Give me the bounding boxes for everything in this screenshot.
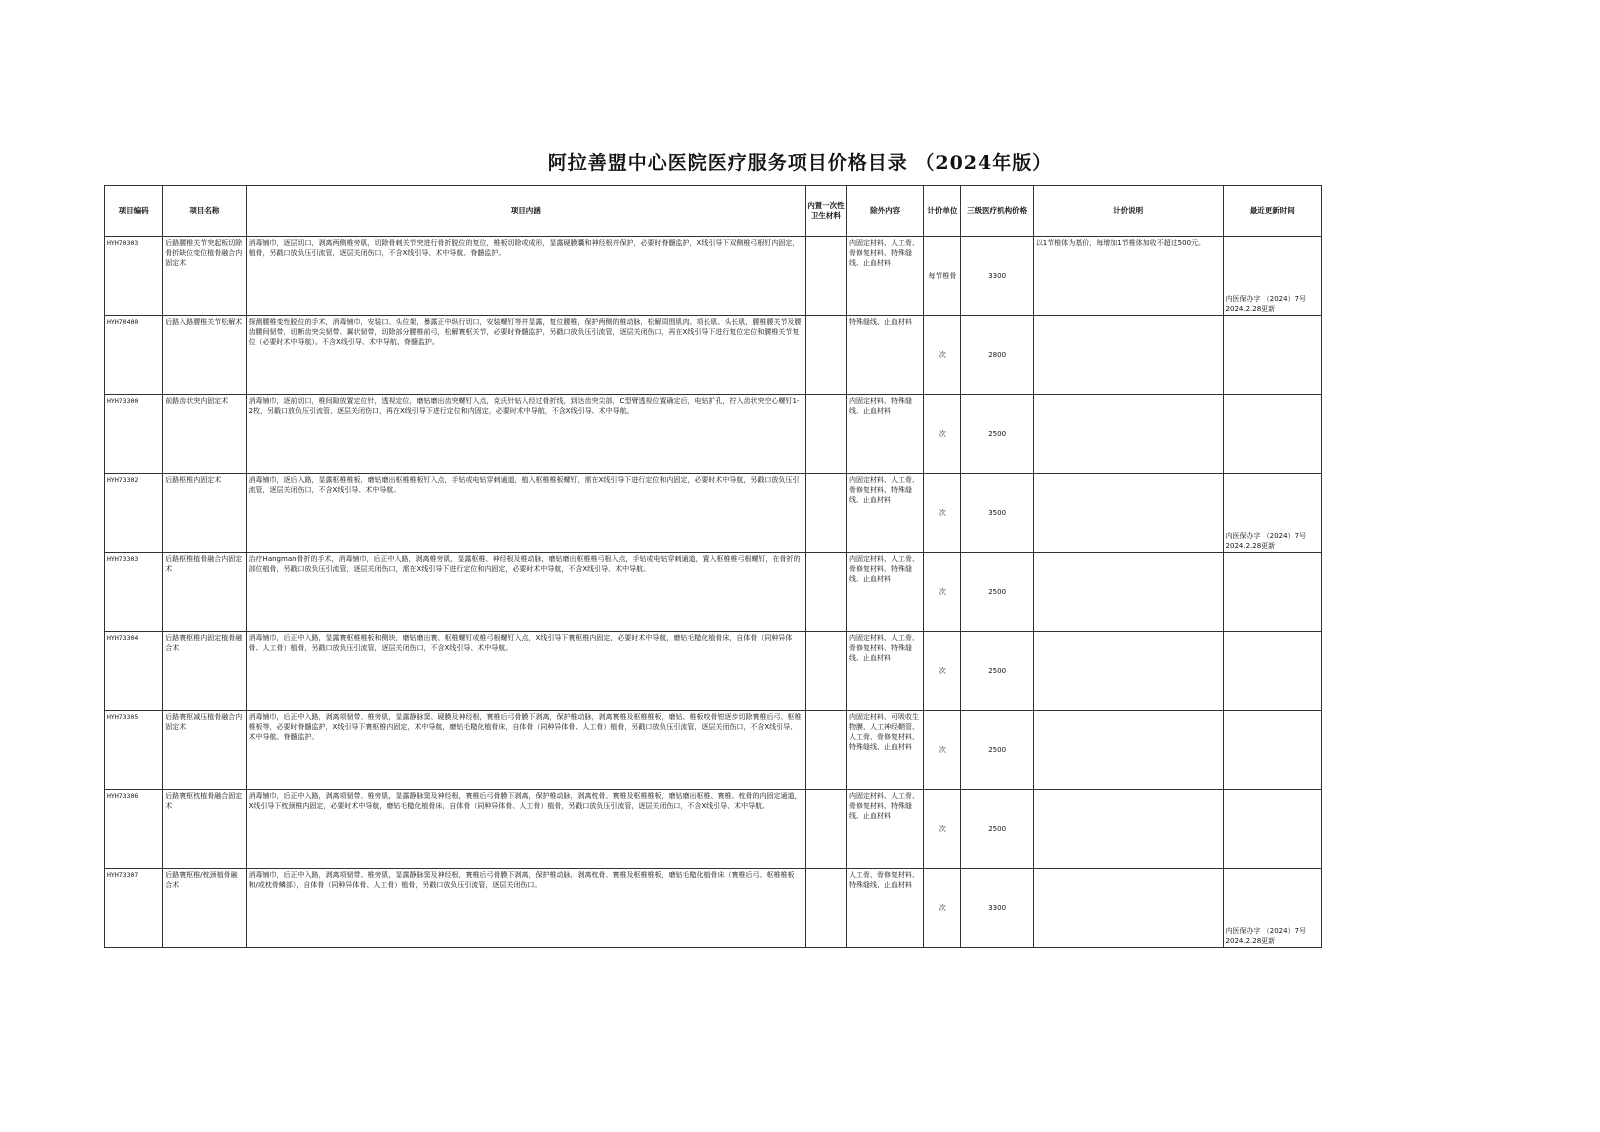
row-note [1033,632,1223,711]
header-name: 项目名称 [163,186,246,237]
row-excluded: 内固定材料、人工骨、骨修复材料、特殊缝线、止血材料 [847,790,924,869]
row-code: HYH73302 [105,474,163,553]
row-updated: 内医保办字 （2024）7号 2024.2.28更新 [1223,237,1321,316]
row-name: 后路枢椎内固定术 [163,474,246,553]
row-material [805,711,846,790]
row-unit: 次 [924,790,961,869]
row-price: 2500 [961,711,1033,790]
header-content: 项目内涵 [246,186,805,237]
row-name: 后路寰枢枕植骨融合固定术 [163,790,246,869]
row-excluded: 内固定材料、人工骨、骨修复材料、特殊缝线、止血材料 [847,237,924,316]
row-price: 2500 [961,553,1033,632]
row-price: 2800 [961,316,1033,395]
row-price: 2500 [961,395,1033,474]
row-updated: 内医保办字 （2024）7号 2024.2.28更新 [1223,869,1321,948]
table-row [105,711,1322,790]
row-code: HYH73305 [105,711,163,790]
table-row [105,395,1322,474]
row-excluded: 人工骨、骨修复材料、特殊缝线、止血材料 [847,869,924,948]
row-excluded: 内固定材料、人工骨、骨修复材料、特殊缝线、止血材料 [847,632,924,711]
page-title: 阿拉善盟中心医院医疗服务项目价格目录 （2024年版） [547,152,1053,174]
row-content: 消毒铺巾，后正中入路，剥离项韧带、椎旁肌，显露静脉窦、硬膜及神经根，寰椎后弓骨膜下剥离，保护椎动脉，剥离寰椎及枢椎椎板，磨钻、椎板咬骨钳逐步切除寰椎后弓、枢椎椎板等，必要时脊髓监护，X线引导下寰枢椎内固定，术中导航，磨钻毛糙化植骨床，自体骨（同种异体骨、人工骨）植骨，另戳口放负压引流管，逐层关闭伤口，不含X线引导、术中导航、脊髓监护。 [246,711,805,790]
row-name: 后路腰椎关节突起板切除骨折缺位变位植骨融合内固定术 [163,237,246,316]
row-material [805,632,846,711]
row-price: 2500 [961,790,1033,869]
table-row [105,790,1322,869]
row-name: 后路枢椎植骨融合内固定术 [163,553,246,632]
row-price: 3500 [961,474,1033,553]
row-content: 消毒铺巾，后正中入路，剥离项韧带、椎旁肌，显露静脉窦及神经根，寰椎后弓骨膜下剥离，保护椎动脉，剥离枕骨、寰椎及枢椎椎板，磨钻磨出枢椎、寰椎、枕骨的内固定通道，X线引导下枕颈椎内固定，必要时术中导航，磨钻毛糙化植骨床，自体骨（同种异体骨、人工骨）植骨，另戳口放负压引流管，逐层关闭伤口，不含X线引导、术中导航。 [246,790,805,869]
row-content: 消毒铺巾，逐前切口，椎间隙放置定位针，透视定位，磨钻磨出齿突螺钉入点，克氏针钻入经过骨折线，到达齿突尖部，C型臂透视位置确定后，电钻扩孔，拧入齿状突空心螺钉1-2枚，另戳口放负压引流管，逐层关闭伤口，再在X线引导下进行定位和内固定，必要时术中导航，不含X线引导、术中导航。 [246,395,805,474]
row-excluded: 内固定材料、特殊缝线、止血材料 [847,395,924,474]
row-note [1033,395,1223,474]
table-row [105,316,1322,395]
row-material [805,790,846,869]
row-code: HYH73306 [105,790,163,869]
header-unit: 计价单位 [924,186,961,237]
row-name: 后路寰枢减压植骨融合内固定术 [163,711,246,790]
row-updated [1223,790,1321,869]
row-price: 3300 [961,869,1033,948]
row-code: HYH73307 [105,869,163,948]
table-row [105,553,1322,632]
row-content: 探测腰椎变性脱位的手术，消毒铺巾，安装口、头位架，暴露正中纵行切口，安装螺钉等并显露，复位腰椎，保护两侧的椎动脉，松解周围肌肉、项长肌、头长肌，腰椎腰关节及腰齿腰间韧带，切断齿突尖韧带、翼状韧带，切除部分腰椎前弓，松解寰枢关节，必要时脊髓监护，另戳口放负压引流管，逐层关闭伤口，再在X线引导下进行复位定位和腰椎关节复位（必要时术中导航）。不含X线引导、术中导航、脊髓监护。 [246,316,805,395]
table-row [105,237,1322,316]
row-name: 后路寰枢椎/枕颈植骨融合术 [163,869,246,948]
row-content: 消毒铺巾，后正中入路，剥离项韧带、椎旁肌，显露静脉窦及神经根，寰椎后弓骨膜下剥离，保护椎动脉，剥离枕骨、寰椎及枢椎椎板，磨钻毛糙化植骨床（寰椎后弓、枢椎椎板和/或枕骨鳞部），自体骨（同种异体骨、人工骨）植骨，另戳口放负压引流管，逐层关闭伤口。 [246,869,805,948]
row-unit: 次 [924,553,961,632]
row-excluded: 内固定材料、人工骨、骨修复材料、特殊缝线、止血材料 [847,474,924,553]
table-row [105,474,1322,553]
row-code: HYH73300 [105,395,163,474]
row-code: HYH73304 [105,632,163,711]
row-updated: 内医保办字 （2024）7号 2024.2.28更新 [1223,474,1321,553]
row-code: HYH73303 [105,553,163,632]
row-material [805,237,846,316]
row-material [805,553,846,632]
header-code: 项目编码 [105,186,163,237]
row-name: 后路入路腰椎关节松解术 [163,316,246,395]
row-content: 消毒铺巾，后正中入路，显露寰枢椎椎板和侧块，磨钻磨出寰、枢椎螺钉或椎弓根螺钉入点，X线引导下寰枢椎内固定，必要时术中导航，磨钻毛糙化植骨床，自体骨（同种异体骨、人工骨）植骨，另戳口放负压引流管，逐层关闭伤口，不含X线引导、术中导航。 [246,632,805,711]
row-unit: 次 [924,316,961,395]
row-code: HYH70303 [105,237,163,316]
table-row [105,632,1322,711]
row-name: 前路齿状突内固定术 [163,395,246,474]
row-updated [1223,395,1321,474]
row-content: 消毒铺巾，逐层切口，剥离两侧椎旁肌，切除骨刺关节突进行骨折脱位的复位，椎板切除或成形，显露硬膜囊和神经根并保护，必要时脊髓监护，X线引导下双侧椎弓根钉内固定，植骨，另戳口放负压引流管，逐层关闭伤口，不含X线引导、术中导航、脊髓监护。 [246,237,805,316]
row-updated [1223,711,1321,790]
row-price: 3300 [961,237,1033,316]
row-unit: 次 [924,711,961,790]
row-excluded: 内固定材料、人工骨、骨修复材料、特殊缝线、止血材料 [847,553,924,632]
row-note [1033,474,1223,553]
row-unit: 次 [924,869,961,948]
row-updated [1223,316,1321,395]
row-unit: 次 [924,632,961,711]
header-updated: 最近更新时间 [1223,186,1321,237]
table-row [105,869,1322,948]
row-unit: 次 [924,474,961,553]
row-excluded: 特殊缝线、止血材料 [847,316,924,395]
header-material: 内置一次性卫生材料 [805,186,846,237]
row-note [1033,553,1223,632]
row-unit: 次 [924,395,961,474]
row-code: HYH70400 [105,316,163,395]
header-note: 计价说明 [1033,186,1223,237]
header-excluded: 除外内容 [847,186,924,237]
price-table [104,185,1322,948]
row-note [1033,790,1223,869]
row-material [805,395,846,474]
header-row [105,186,1322,237]
row-material [805,316,846,395]
row-unit: 每节椎骨 [924,237,961,316]
row-note [1033,316,1223,395]
row-excluded: 内固定材料、可吸收生物膜、人工神经鞘管、人工骨、骨修复材料、特殊缝线、止血材料 [847,711,924,790]
header-price: 三级医疗机构价格 [961,186,1033,237]
row-updated [1223,553,1321,632]
row-note [1033,869,1223,948]
row-content: 治疗Hangman骨折的手术，消毒铺巾，后正中入路，剥离椎旁肌，显露枢椎、神经根及椎动脉，磨钻磨出枢椎椎弓根入点，手钻或电钻穿刺通道，置入枢椎椎弓根螺钉，在骨折的部位植骨，另戳口放负压引流管，逐层关闭伤口，需在X线引导下进行定位和内固定，必要时术中导航，不含X线引导、术中导航。 [246,553,805,632]
row-name: 后路寰枢椎内固定植骨融合术 [163,632,246,711]
row-material [805,869,846,948]
row-note: 以1节椎体为基价，每增加1节椎体加收不超过500元。 [1033,237,1223,316]
row-price: 2500 [961,632,1033,711]
row-material [805,474,846,553]
row-note [1033,711,1223,790]
row-updated [1223,632,1321,711]
row-content: 消毒铺巾，逐后入路，显露枢椎椎板，磨钻磨出枢椎椎板钉入点，手钻或电钻穿刺通道，植入枢椎椎板螺钉，需在X线引导下进行定位和内固定，必要时术中导航，另戳口放负压引流管，逐层关闭伤口，不含X线引导、术中导航。 [246,474,805,553]
